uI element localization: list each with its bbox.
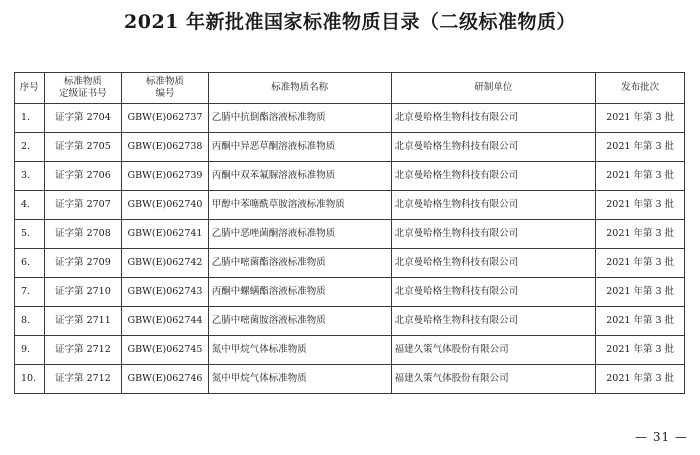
table-row [15,249,685,278]
header-no: 序号 [15,73,45,104]
cell-code: GBW(E)062739 [122,162,208,191]
header-code-line2: 编号 [155,88,175,99]
table-header-row [15,73,685,104]
cell-no: 7. [15,278,45,307]
cell-code: GBW(E)062744 [122,307,208,336]
cell-code: GBW(E)062738 [122,133,208,162]
cell-certificate: 证字第 2706 [44,162,122,191]
cell-batch: 2021 年第 3 批 [596,220,685,249]
cell-unit: 北京曼哈格生物科技有限公司 [391,104,596,133]
cell-unit: 北京曼哈格生物科技有限公司 [391,307,596,336]
cell-code: GBW(E)062743 [122,278,208,307]
cell-unit: 北京曼哈格生物科技有限公司 [391,162,596,191]
table-row [15,191,685,220]
header-unit: 研制单位 [391,73,596,104]
header-certificate-line2: 定级证书号 [59,88,107,99]
cell-name: 乙腈中抗倒酯溶液标准物质 [208,104,391,133]
page-number: — 31 — [635,430,688,444]
cell-no: 10. [15,365,45,394]
cell-certificate: 证字第 2710 [44,278,122,307]
cell-code: GBW(E)062742 [122,249,208,278]
cell-certificate: 证字第 2712 [44,336,122,365]
cell-name: 氮中甲烷气体标准物质 [208,365,391,394]
cell-unit: 北京曼哈格生物科技有限公司 [391,249,596,278]
table-row [15,104,685,133]
cell-no: 8. [15,307,45,336]
header-code [122,73,208,104]
cell-certificate: 证字第 2711 [44,307,122,336]
header-batch: 发布批次 [596,73,685,104]
header-code-line1: 标准物质 [146,76,185,87]
cell-code: GBW(E)062737 [122,104,208,133]
cell-batch: 2021 年第 3 批 [596,365,685,394]
cell-unit: 福建久策气体股份有限公司 [391,336,596,365]
cell-unit: 福建久策气体股份有限公司 [391,365,596,394]
table-row [15,220,685,249]
cell-code: GBW(E)062745 [122,336,208,365]
cell-batch: 2021 年第 3 批 [596,307,685,336]
header-certificate [44,73,122,104]
cell-code: GBW(E)062741 [122,220,208,249]
cell-name: 乙腈中恶唑菌酮溶液标准物质 [208,220,391,249]
cell-code: GBW(E)062740 [122,191,208,220]
cell-batch: 2021 年第 3 批 [596,249,685,278]
table-row [15,336,685,365]
cell-no: 5. [15,220,45,249]
table-row [15,278,685,307]
cell-unit: 北京曼哈格生物科技有限公司 [391,133,596,162]
cell-batch: 2021 年第 3 批 [596,191,685,220]
cell-batch: 2021 年第 3 批 [596,336,685,365]
cell-name: 乙腈中嘧菌酯溶液标准物质 [208,249,391,278]
cell-certificate: 证字第 2709 [44,249,122,278]
cell-certificate: 证字第 2707 [44,191,122,220]
cell-certificate: 证字第 2705 [44,133,122,162]
cell-certificate: 证字第 2712 [44,365,122,394]
table-row [15,307,685,336]
cell-batch: 2021 年第 3 批 [596,104,685,133]
cell-no: 3. [15,162,45,191]
cell-name: 甲醇中苯噻酰草胺溶液标准物质 [208,191,391,220]
cell-name: 丙酮中螺螨酯溶液标准物质 [208,278,391,307]
cell-unit: 北京曼哈格生物科技有限公司 [391,278,596,307]
reference-material-table [14,72,685,394]
header-name: 标准物质名称 [208,73,391,104]
cell-no: 1. [15,104,45,133]
cell-no: 6. [15,249,45,278]
cell-name: 氮中甲烷气体标准物质 [208,336,391,365]
table-row [15,365,685,394]
page-title: 2021 年新批准国家标准物质目录（二级标准物质） [124,11,576,33]
cell-name: 乙腈中嘧菌胺溶液标准物质 [208,307,391,336]
cell-batch: 2021 年第 3 批 [596,162,685,191]
cell-unit: 北京曼哈格生物科技有限公司 [391,191,596,220]
cell-code: GBW(E)062746 [122,365,208,394]
cell-batch: 2021 年第 3 批 [596,278,685,307]
cell-certificate: 证字第 2704 [44,104,122,133]
cell-unit: 北京曼哈格生物科技有限公司 [391,220,596,249]
table-row [15,162,685,191]
cell-certificate: 证字第 2708 [44,220,122,249]
cell-no: 2. [15,133,45,162]
header-certificate-line1: 标准物质 [63,76,102,87]
cell-name: 丙酮中双苯氟脲溶液标准物质 [208,162,391,191]
cell-no: 9. [15,336,45,365]
cell-batch: 2021 年第 3 批 [596,133,685,162]
cell-no: 4. [15,191,45,220]
cell-name: 丙酮中异恶草酮溶液标准物质 [208,133,391,162]
table-row [15,133,685,162]
